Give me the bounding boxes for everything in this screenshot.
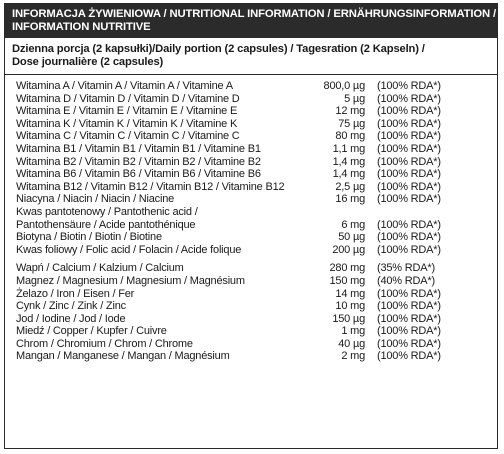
nutrient-row: [5, 325, 497, 338]
nutrient-rda: (100% RDA*): [377, 300, 441, 313]
nutrient-row: [5, 156, 497, 169]
nutrient-amount: 6 mg: [341, 218, 365, 231]
nutrient-rda: (100% RDA*): [377, 155, 441, 168]
nutrient-name: Cynk / Zinc / Zink / Zinc: [16, 300, 126, 313]
nutrient-row: [5, 181, 497, 194]
header-line-2: INFORMATION NUTRITIVE: [12, 21, 151, 33]
nutrient-rda: (100% RDA*): [377, 80, 441, 92]
nutrient-name: Witamina B6 / Vitamin B6 / Vitamin B6 / Vitamine B6: [16, 168, 261, 181]
nutrient-name: Witamina D / Vitamin D / Vitamin D / Vitamine D: [16, 92, 240, 105]
nutrient-row: [5, 231, 497, 244]
nutrient-rda: (100% RDA*): [377, 337, 441, 350]
nutrient-row: [5, 206, 497, 219]
nutrient-amount: 2,5 µg: [335, 180, 365, 193]
nutrient-amount: 1,4 mg: [332, 168, 365, 181]
nutrient-amount: 2 mg: [341, 350, 365, 363]
nutrient-rda: (100% RDA*): [377, 92, 441, 105]
nutrient-rda: (100% RDA*): [377, 325, 441, 338]
nutrient-row: [5, 93, 497, 106]
nutrient-name: Kwas pantotenowy / Pantothenic acid /: [16, 205, 198, 218]
nutrient-name: Witamina B12 / Vitamin B12 / Vitamin B12 / Vitamine B12: [16, 180, 285, 193]
nutrient-row: [5, 193, 497, 206]
nutrient-amount: 5 µg: [344, 92, 365, 105]
nutrient-name: Chrom / Chromium / Chrom / Chrome: [16, 337, 193, 350]
nutrient-amount: 150 mg: [329, 274, 365, 287]
nutrient-row: [5, 338, 497, 351]
serving-line-2: Dose journalière (2 capsules): [12, 56, 164, 68]
nutrient-row: [5, 219, 497, 232]
nutrient-amount: 1 mg: [341, 325, 365, 338]
nutrient-amount: 200 µg: [332, 243, 365, 256]
nutrient-name: Witamina E / Vitamin E / Vitamin E / Vitamine E: [16, 105, 238, 118]
nutrient-amount: 80 mg: [335, 130, 365, 143]
nutrient-name: Niacyna / Niacin / Niacin / Niacine: [16, 193, 175, 206]
nutrient-rda: (100% RDA*): [377, 312, 441, 325]
nutrient-row: [5, 118, 497, 131]
nutrient-amount: 800,0 µg: [323, 80, 365, 92]
nutrient-amount: 10 mg: [335, 300, 365, 313]
nutrition-label: [4, 3, 498, 449]
nutrient-row: [5, 275, 497, 288]
nutrient-rda: (100% RDA*): [377, 218, 441, 231]
nutrient-rda: (100% RDA*): [377, 105, 441, 118]
nutrient-amount: 50 µg: [338, 231, 365, 244]
nutrient-amount: 14 mg: [335, 287, 365, 300]
nutrient-amount: 40 µg: [338, 337, 365, 350]
nutrient-row: [5, 80, 497, 93]
nutrient-rda: (40% RDA*): [377, 274, 435, 287]
nutrient-row: [5, 262, 497, 275]
nutrient-row: [5, 300, 497, 313]
nutrient-amount: 150 µg: [332, 312, 365, 325]
nutrient-rda: (100% RDA*): [377, 350, 441, 363]
nutrient-rda: (100% RDA*): [377, 287, 441, 300]
nutrient-row: [5, 244, 497, 257]
nutrient-amount: 280 mg: [329, 262, 365, 275]
nutrient-name: Witamina B1 / Vitamin B1 / Vitamin B1 / Vitamine B1: [16, 142, 261, 155]
nutrient-rda: (100% RDA*): [377, 168, 441, 181]
label-header: [5, 4, 497, 38]
nutrient-rda: (100% RDA*): [377, 117, 441, 130]
nutrient-row: [5, 350, 497, 363]
nutrient-name: Miedź / Copper / Kupfer / Cuivre: [16, 325, 167, 338]
nutrient-rda: (100% RDA*): [377, 142, 441, 155]
nutrient-row: [5, 143, 497, 156]
nutrient-rda: (100% RDA*): [377, 243, 441, 256]
nutrient-name: Pantothensäure / Acide pantothénique: [16, 218, 196, 231]
nutrient-rda: (100% RDA*): [377, 193, 441, 206]
nutrient-rda: (100% RDA*): [377, 231, 441, 244]
nutrient-name: Biotyna / Biotin / Biotin / Biotine: [16, 231, 162, 244]
nutrient-name: Magnez / Magnesium / Magnesium / Magnésium: [16, 274, 245, 287]
nutrient-amount: 1,4 mg: [332, 155, 365, 168]
nutrient-amount: 75 µg: [338, 117, 365, 130]
serving-size-heading: [5, 38, 497, 69]
nutrient-row: [5, 168, 497, 181]
nutrient-name: Witamina A / Vitamin A / Vitamin A / Vitamine A: [16, 80, 233, 92]
vitamins-section: [5, 75, 497, 256]
nutrient-name: Kwas foliowy / Folic acid / Folacin / Acide folique: [16, 243, 242, 256]
serving-line-1: Dzienna porcja (2 kapsułki)/Daily portion (2 capsules) / Tagesration (2 Kapseln) /: [12, 43, 425, 55]
nutrient-amount: 12 mg: [335, 105, 365, 118]
nutrient-name: Żelazo / Iron / Eisen / Fer: [16, 287, 135, 300]
nutrient-amount: 16 mg: [335, 193, 365, 206]
header-line-1: INFORMACJA ŻYWIENIOWA / NUTRITIONAL INFORMATION / ERNÄHRUNGSINFORMATION /: [12, 8, 496, 20]
nutrient-name: Witamina C / Vitamin C / Vitamin C / Vitamine C: [16, 130, 240, 143]
nutrient-row: [5, 288, 497, 301]
nutrient-name: Witamina B2 / Vitamin B2 / Vitamin B2 / Vitamine B2: [16, 155, 261, 168]
nutrient-row: [5, 313, 497, 326]
nutrient-row: [5, 105, 497, 118]
nutrient-row: [5, 130, 497, 143]
nutrient-amount: 1,1 mg: [332, 142, 365, 155]
nutrient-rda: (100% RDA*): [377, 130, 441, 143]
nutrient-name: Jod / Iodine / Jod / Iode: [16, 312, 126, 325]
nutrient-name: Wapń / Calcium / Kalzium / Calcium: [16, 262, 184, 275]
minerals-section: [5, 256, 497, 363]
nutrient-name: Mangan / Manganese / Mangan / Magnésium: [16, 350, 230, 363]
nutrient-rda: (100% RDA*): [377, 180, 441, 193]
nutrient-name: Witamina K / Vitamin K / Vitamin K / Vitamine K: [16, 117, 238, 130]
nutrient-rda: (35% RDA*): [377, 262, 435, 275]
